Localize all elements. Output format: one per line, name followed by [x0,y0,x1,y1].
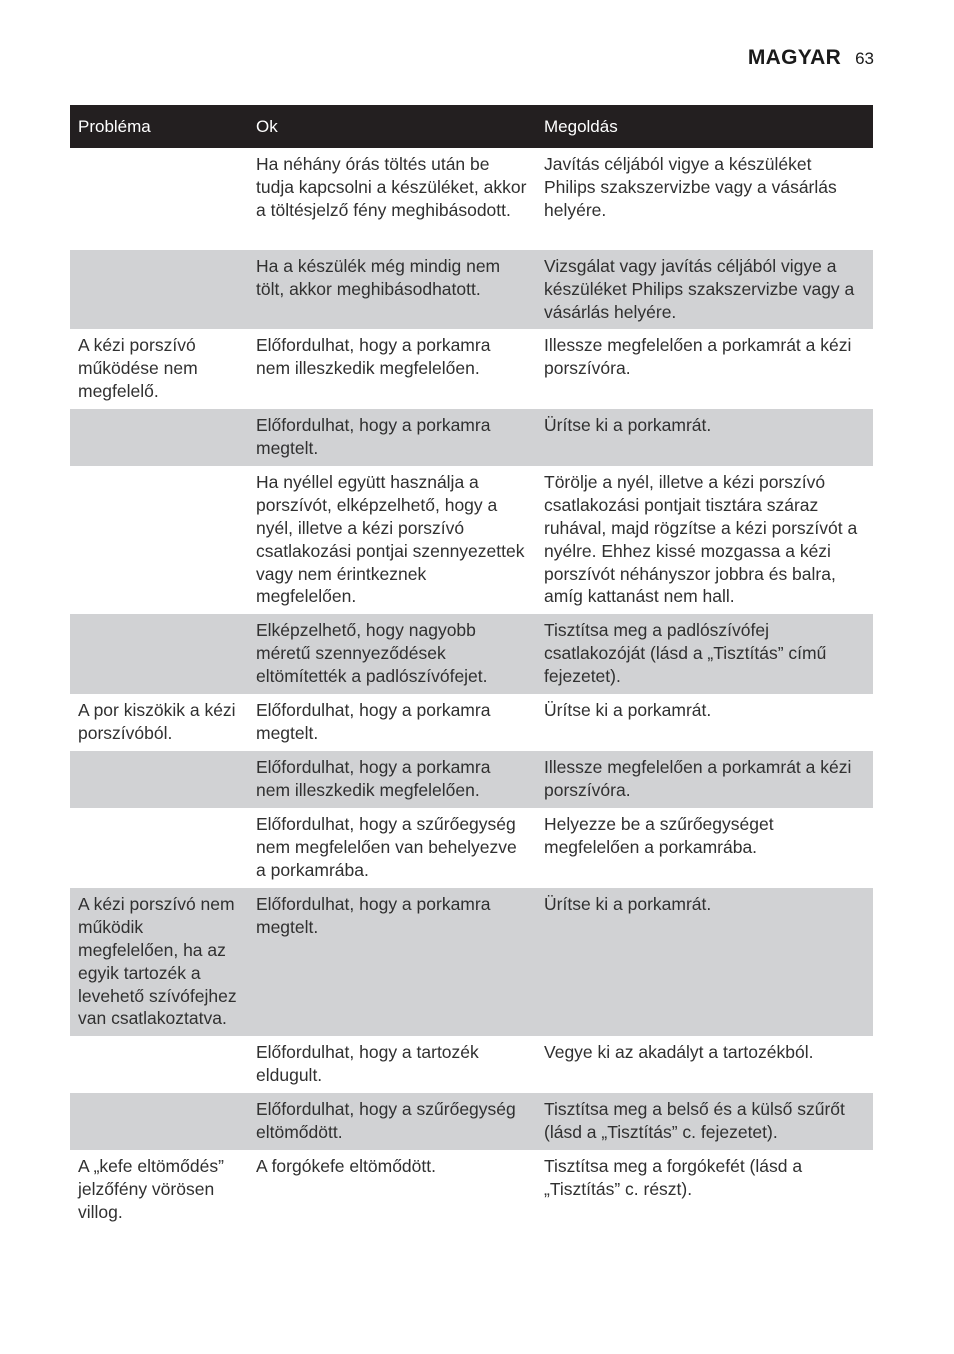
cause-cell: Előfordulhat, hogy a szűrőegység nem megfelelően van behelyezve a porkamrába. [256,814,517,880]
problem-cell [70,1093,248,1150]
problem-cell [70,250,248,329]
table-header-row [70,105,873,148]
solution-cell: Törölje a nyél, illetve a kézi porszívó csatlakozási pontjait tisztára száraz ruhával, majd rögzítse a kézi porszívót a nyélre. Ehhez kissé mozgassa a kézi porszívót néhányszor jobbra és balra, amíg kattanást nem hall. [544,472,858,607]
solution-cell: Tisztítsa meg a padlószívófej csatlakozóját (lásd a „Tisztítás” című fejezetet). [536,614,873,694]
section-language-title: MAGYAR [747,46,842,69]
page-header [748,46,874,70]
cause-cell: Ha nyéllel együtt használja a porszívót, elképzelhető, hogy a nyél, illetve a kézi porszívó csatlakozási pontjai szennyezettek vagy nem érintkeznek megfelelően. [256,472,525,607]
table-row [70,694,873,751]
table-row [70,808,873,888]
table-row [70,751,873,808]
problem-cell: A por kiszökik a kézi porszívóból. [78,700,236,744]
solution-cell: Ürítse ki a porkamrát. [544,700,712,721]
cause-cell: Előfordulhat, hogy a porkamra megtelt. [248,888,536,1036]
problem-cell [70,148,248,250]
solution-cell: Ürítse ki a porkamrát. [536,888,873,1036]
table-row [70,614,873,694]
table-row [70,1150,873,1230]
solution-cell: Helyezze be a szűrőegységet megfelelően a porkamrába. [544,814,774,858]
column-header-cause: Ok [248,105,536,148]
problem-cell: A „kefe eltömődés” jelzőfény vörösen villog. [78,1156,224,1222]
cause-cell: Előfordulhat, hogy a szűrőegység eltömődött. [248,1093,536,1150]
column-header-solution: Megoldás [536,105,873,148]
table-row [70,329,873,409]
cause-cell: Ha néhány órás töltés után be tudja kapcsolni a készüléket, akkor a töltésjelző fény meghibásodott. [256,154,527,220]
troubleshooting-table [70,105,873,1230]
table-row [70,1036,873,1093]
solution-cell: Javítás céljából vigye a készüléket Philips szakszervizbe vagy a vásárlás helyére. [544,154,837,220]
cause-cell: Előfordulhat, hogy a porkamra megtelt. [256,700,491,744]
cause-cell: Előfordulhat, hogy a porkamra megtelt. [248,409,536,466]
table-header [70,105,873,148]
problem-cell [70,751,248,808]
solution-cell: Vizsgálat vagy javítás céljából vigye a készüléket Philips szakszervizbe vagy a vásárlás helyére. [536,250,873,329]
cause-cell: Elképzelhető, hogy nagyobb méretű szennyeződések eltömítették a padlószívófejet. [248,614,536,694]
column-header-problem: Probléma [70,105,248,148]
solution-cell: Illessze megfelelően a porkamrát a kézi porszívóra. [544,335,852,379]
table-row [70,409,873,466]
problem-cell [70,466,248,614]
solution-cell: Tisztítsa meg a forgókefét (lásd a „Tisztítás” c. részt). [544,1156,803,1199]
problem-cell [70,808,248,888]
table-row [70,888,873,1036]
cause-cell: Előfordulhat, hogy a tartozék eldugult. [256,1042,479,1085]
cause-cell: Ha a készülék még mindig nem tölt, akkor meghibásodhatott. [248,250,536,329]
problem-cell [70,409,248,466]
table-row [70,250,873,329]
cause-cell: Előfordulhat, hogy a porkamra nem illeszkedik megfelelően. [256,335,491,379]
table-body [70,148,873,1230]
problem-cell: A kézi porszívó nem működik megfelelően, ha az egyik tartozék a levehető szívófejhez van csatlakoztatva. [70,888,248,1036]
solution-cell: Illessze megfelelően a porkamrát a kézi porszívóra. [536,751,873,808]
problem-cell [70,614,248,694]
table-row [70,466,873,614]
page-number: 63 [855,49,874,68]
solution-cell: Ürítse ki a porkamrát. [536,409,873,466]
table-row [70,148,873,250]
cause-cell: Előfordulhat, hogy a porkamra nem illeszkedik megfelelően. [248,751,536,808]
problem-cell [70,1036,248,1093]
solution-cell: Vegye ki az akadályt a tartozékból. [544,1042,814,1063]
solution-cell: Tisztítsa meg a belső és a külső szűrőt (lásd a „Tisztítás” c. fejezetet). [536,1093,873,1150]
problem-cell: A kézi porszívó működése nem megfelelő. [78,335,198,401]
cause-cell: A forgókefe eltömődött. [256,1156,436,1177]
table-row [70,1093,873,1150]
